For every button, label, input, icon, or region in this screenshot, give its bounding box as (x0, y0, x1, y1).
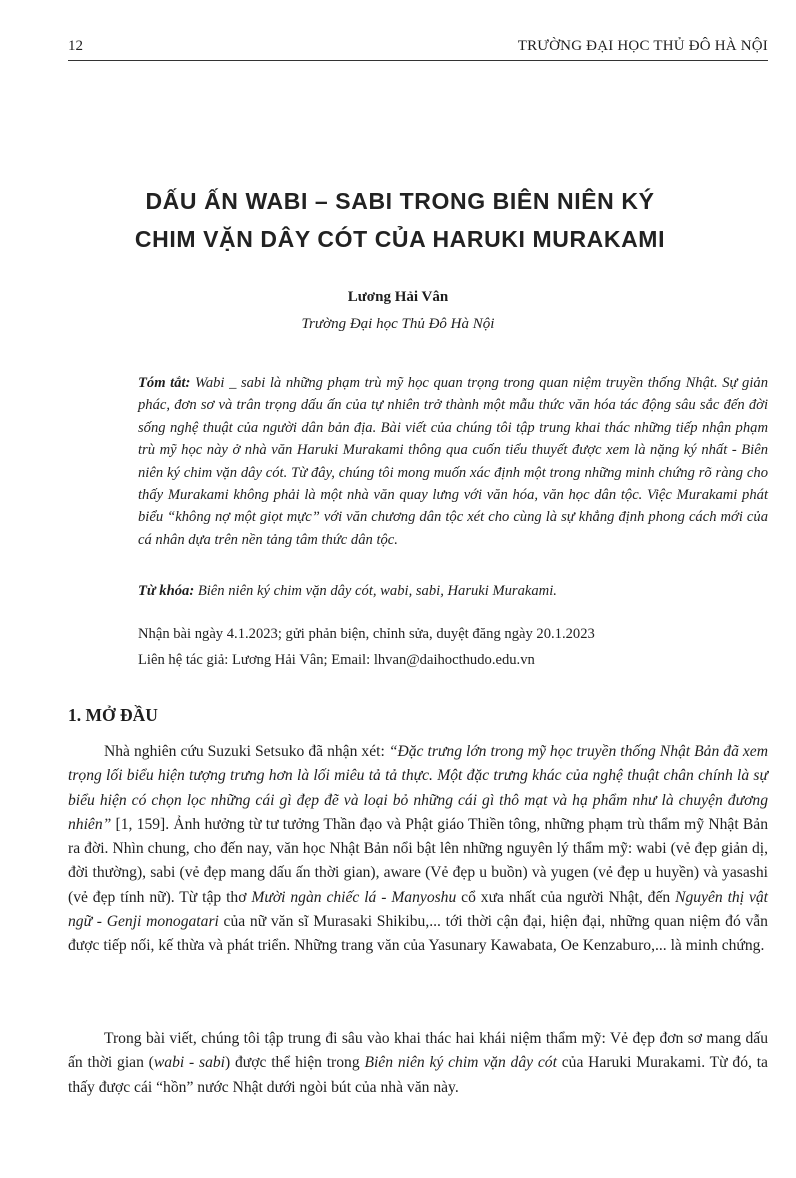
p2-text-1: Trong bài viết, chúng tôi tập trung đi sâu vào khai thác hai khái niệm thẩm mỹ: Vẻ đẹp đơn sơ mang dấu ấn thời gian ( (68, 1030, 768, 1072)
page-number: 12 (68, 38, 83, 54)
p2-text-3: của Haruki Murakami. Từ đó, ta thấy được cái “hồn” nước Nhật dưới ngòi bút của nhà văn này. (68, 1054, 768, 1096)
keywords-label: Từ khóa: (138, 583, 195, 599)
page-header (68, 38, 768, 60)
section-heading: 1. MỞ ĐẦU (68, 705, 158, 725)
body-paragraph-1 (68, 740, 768, 959)
p1-title-manyoshu: Mười ngàn chiếc lá - Manyoshu (251, 888, 457, 906)
author-affiliation: Trường Đại học Thủ Đô Hà Nội (301, 316, 495, 332)
author-name: Lương Hải Vân (347, 289, 449, 305)
p1-title-genji: Nguyên thị vật ngữ - Genji monogatari (68, 888, 768, 931)
header-divider (68, 60, 768, 61)
body-paragraph-2 (68, 1027, 768, 1100)
p2-text-2: ) được thể hiện trong (225, 1054, 365, 1072)
p1-text-1: Nhà nghiên cứu Suzuki Setsuko đã nhận xét: (104, 743, 389, 760)
received-dates: Nhận bài ngày 4.1.2023; gửi phản biện, chỉnh sửa, duyệt đăng ngày 20.1.2023 (138, 626, 595, 642)
p1-quote: “Đặc trưng lớn trong mỹ học truyền thống Nhật Bản đã xem trọng lối biểu hiện tượng trưng hơn là lối miêu tả tả thực. Một đặc trưng khác của nghệ thuật chân chính là sự biểu hiện có chọn lọc những cái gì đẹp đẽ và loại bỏ những cái gì thô mạt và hạ phẩm như là chuyện đương nhiên” (68, 743, 768, 833)
p1-text-3: cổ xưa nhất của người Nhật, đến (456, 888, 676, 906)
p1-text-2: [1, 159]. Ảnh hưởng từ tư tưởng Thần đạo và Phật giáo Thiền tông, những phạm trù thẩm mỹ Nhật Bản ra đời. Nhìn chung, cho đến nay, văn học Nhật Bản nổi bật lên những nguyên lý thẩm mỹ: wabi (vẻ đẹp giản dị, đời thường), sabi (vẻ đẹp mang dấu ấn thời gian), aware (Vẻ đẹp u buồn) và yugen (vẻ đẹp u huyền) và yasashi (vẻ đẹp tính nữ). Từ tập thơ (68, 815, 768, 906)
p2-term: wabi - sabi (153, 1054, 225, 1072)
keywords-text: Biên niên ký chim vặn dây cót, wabi, sabi, Haruki Murakami. (194, 583, 557, 599)
keywords (138, 580, 768, 602)
p2-book-title: Biên niên ký chim vặn dây cót (364, 1054, 557, 1072)
abstract (138, 372, 768, 551)
abstract-label: Tóm tắt: (138, 375, 191, 391)
author-contact: Liên hệ tác giả: Lương Hải Vân; Email: lhvan@daihocthudo.edu.vn (138, 652, 535, 668)
article-title-line-1: DẤU ẤN WABI – SABI TRONG BIÊN NIÊN KÝ (145, 188, 655, 214)
abstract-text: Wabi _ sabi là những phạm trù mỹ học quan trọng trong quan niệm truyền thống Nhật. Sự giản phác, đơn sơ và trân trọng dấu ấn của tự nhiên trở thành một mẫu thức văn hóa tác động sâu sắc đến đời sống nghệ thuật của người dân bản địa. Bài viết của chúng tôi tập trung khai thác những tiếp nhận phạm trù mỹ học này ở nhà văn Haruki Murakami thông qua cuốn tiểu thuyết được xem là nặng ký nhất - Biên niên ký chim vặn dây cót. Từ đây, chúng tôi mong muốn xác định một trong những minh chứng rõ ràng cho thấy Murakami không phải là một nhà văn quay lưng với văn hóa, văn học dân tộc. Việc Murakami phát biểu “không nợ một giọt mực” với văn chương dân tộc xét cho cùng là sự khẳng định phong cách mới của cá nhân dựa trên nền tảng tâm thức dân tộc. (138, 375, 768, 548)
running-head: TRƯỜNG ĐẠI HỌC THỦ ĐÔ HÀ NỘI (517, 38, 768, 54)
article-title-line-2: CHIM VẶN DÂY CÓT CỦA HARUKI MURAKAMI (134, 226, 666, 252)
p1-text-4: của nữ văn sĩ Murasaki Shikibu,... tới thời cận đại, hiện đại, những quan niệm đó vẫn được tiếp nối, kế thừa và phát triển. Những trang văn của Yasunary Kawabata, Oe Kenzaburo,... là minh chứng. (68, 913, 768, 955)
